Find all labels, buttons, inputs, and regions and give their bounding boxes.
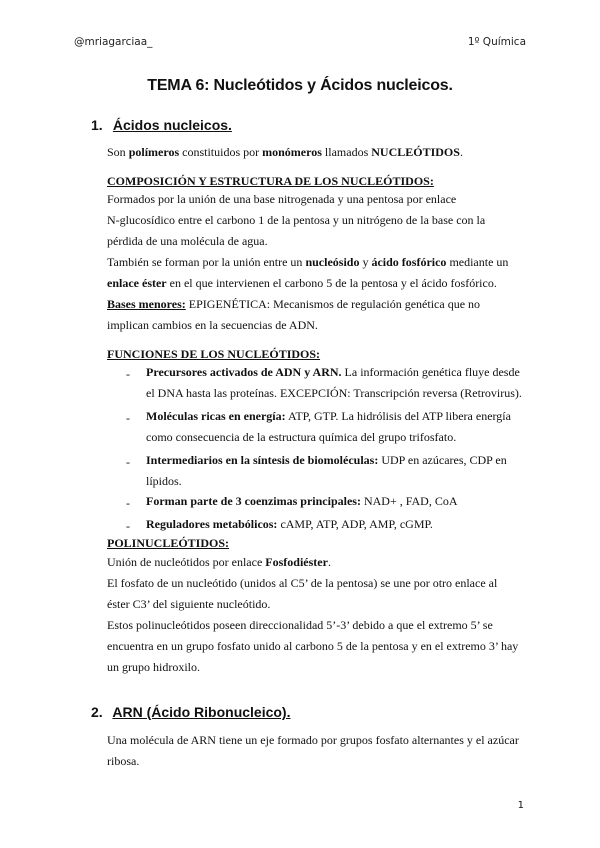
text-span: Unión de nucleótidos por enlace [107,555,266,569]
section2-heading [91,704,291,720]
text-span: en el que intervienen el carbono 5 de la pentosa y el ácido fosfórico. [166,276,497,290]
intro-text: Son [107,145,129,159]
section1-heading [91,117,232,133]
text-span: mediante un [446,255,509,269]
text-line: encuentra en un grupo fosfato unido al carbono 5 de la pentosa y en el extremo 3’ hay [107,639,519,653]
intro-bold: NUCLEÓTIDOS [371,145,460,159]
bold-term: Intermediarios en la síntesis de biomoléculas: [146,453,379,467]
text-line [107,294,508,315]
text-line: Una molécula de ARN tiene un eje formado por grupos fosfato alternantes y el azúcar [107,733,519,747]
page-number: 1 [517,800,524,811]
text-span: UDP en azúcares, CDP en [378,453,507,467]
funcion-item-1 [146,362,522,404]
text-line: lípidos. [146,474,182,488]
text-line: éster C3’ del siguiente nucleótido. [107,597,271,611]
bullet-marker: - [126,367,130,381]
bold-term: Precursores activados de ADN y ARN. [146,365,342,379]
text-line: N-glucosídico entre el carbono 1 de la pentosa y un nitrógeno de la base con la [107,213,486,227]
text-span: EPIGENÉTICA: Mecanismos de regulación genética que no [185,297,481,311]
section2-number: 2. [91,704,103,720]
section2-title: ARN (Ácido Ribonucleico). [112,704,291,720]
intro-text: constituidos por [179,145,263,159]
polinucleotidos-paragraph [107,552,518,678]
text-line: ribosa. [107,754,140,768]
funcion-item-5 [146,514,433,535]
intro-bold: polímeros [128,145,180,159]
funcion-item-3 [146,450,507,492]
section1-intro [107,142,463,163]
bold-term: Forman parte de 3 coenzimas principales: [146,494,361,508]
header-course: 1º Química [467,36,526,48]
intro-text: llamados [321,145,372,159]
text-line [107,552,518,573]
funcion-item-4 [146,491,458,512]
text-line: Formados por la unión de una base nitrogenada y una pentosa por enlace [107,192,457,206]
bases-menores-label: Bases menores: [107,297,186,311]
header-author: @mriagarciaa_ [74,36,153,48]
text-span: La información genética fluye desde [341,365,520,379]
composicion-paragraph [107,189,508,336]
text-line: el DNA hasta las proteínas. EXCEPCIÓN: Transcripción reversa (Retrovirus). [146,386,522,400]
text-line: pérdida de una molécula de agua. [107,234,268,248]
text-line [107,273,508,294]
text-line: Estos polinucleótidos poseen direccionalidad 5’-3’ debido a que el extremo 5’ se [107,618,493,632]
bullet-marker: - [126,496,130,510]
text-span: cAMP, ATP, ADP, AMP, cGMP. [277,517,433,531]
bullet-marker: - [126,411,130,425]
text-span: . [327,555,331,569]
text-line: El fosfato de un nucleótido (unidos al C5’ de la pentosa) se une por otro enlace al [107,576,498,590]
section1-number: 1. [91,117,103,133]
bold-term: Reguladores metabólicos: [146,517,278,531]
text-span: ATP, GTP. La hidrólisis del ATP libera energía [285,409,511,423]
intro-text: . [459,145,463,159]
bold-term: Fosfodiéster [265,555,328,569]
bullet-marker: - [126,519,130,533]
bold-term: enlace éster [107,276,167,290]
text-line: un grupo hidroxilo. [107,660,200,674]
bullet-marker: - [126,455,130,469]
text-span: y [359,255,372,269]
bold-term: Moléculas ricas en energía: [146,409,286,423]
funcion-item-2 [146,406,511,448]
text-span: También se forman por la unión entre un [107,255,306,269]
bold-term: ácido fosfórico [371,255,447,269]
page-title: TEMA 6: Nucleótidos y Ácidos nucleicos. [147,77,453,94]
funciones-heading: FUNCIONES DE LOS NUCLEÓTIDOS: [107,347,321,361]
bold-term: nucleósido [305,255,360,269]
text-line: como consecuencia de la estructura química del grupo trifosfato. [146,430,457,444]
intro-bold: monómeros [262,145,322,159]
text-line [107,252,508,273]
text-line: implican cambios en la secuencias de ADN. [107,318,318,332]
section1-title: Ácidos nucleicos. [112,117,232,133]
text-span: NAD+ , FAD, CoA [360,494,458,508]
section2-paragraph [107,730,519,772]
composicion-heading: COMPOSICIÓN Y ESTRUCTURA DE LOS NUCLEÓTIDOS: [107,174,434,188]
polinucleotidos-heading: POLINUCLEÓTIDOS: [107,536,230,550]
